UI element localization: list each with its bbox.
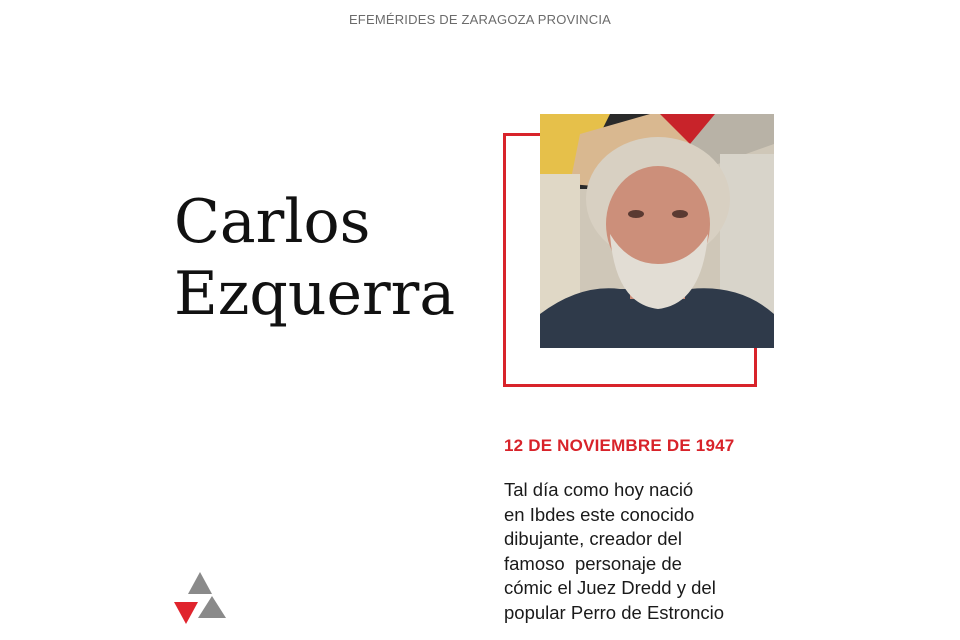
triangle-logo-icon (170, 570, 230, 635)
description-line: popular Perro de Estroncio (504, 601, 725, 623)
portrait-photo (540, 114, 774, 348)
description-line: Tal día como hoy nació (504, 479, 694, 500)
event-date: 12 DE NOVIEMBRE DE 1947 (504, 436, 735, 455)
description-line: famoso personaje de (504, 552, 682, 574)
description-line: en Ibdes este conocido (504, 503, 695, 525)
description-line: dibujante, creador del (504, 528, 682, 549)
person-name (174, 186, 455, 330)
portrait-illustration (540, 114, 774, 348)
page-header: EFEMÉRIDES DE ZARAGOZA PROVINCIA (348, 12, 612, 27)
description-line: cómic el Juez Dredd y del (504, 577, 716, 598)
first-name: Carlos (174, 187, 371, 257)
event-description (504, 478, 764, 625)
last-name: Ezquerra (174, 259, 456, 329)
